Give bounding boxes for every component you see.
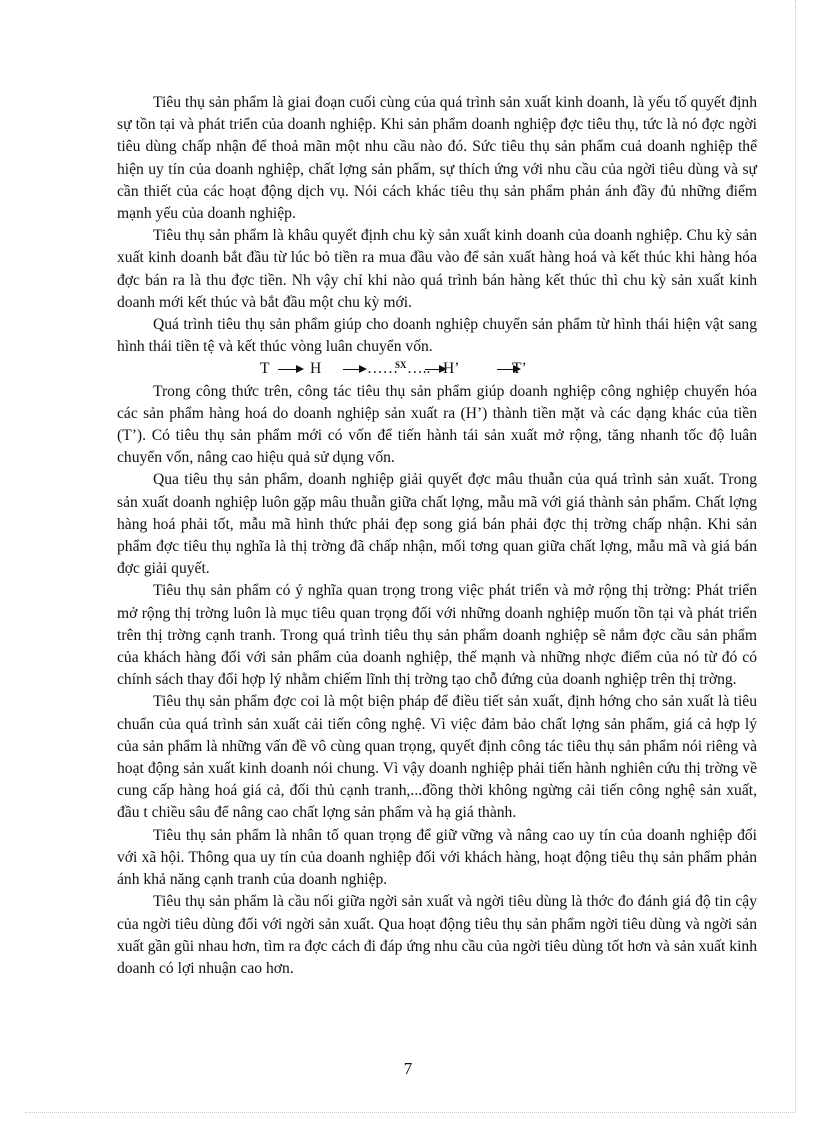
paragraph-8: Tiêu thụ sản phẩm là nhân tố quan trọng để giữ vững và nâng cao uy tín của doanh nghiệp đối với xã hội. Thông qua uy tín của doanh nghiệp đối với khách hàng, hoạt động tiêu thụ sản phẩm phản ánh khả năng cạnh tranh của doanh nghiệp. <box>117 826 757 889</box>
page-border-right <box>795 0 796 1112</box>
formula-h: H <box>310 360 322 378</box>
formula-dots-left: …… <box>367 360 399 378</box>
formula-dots-right: ….. <box>407 360 431 378</box>
formula-t-prime: T’ <box>512 360 527 378</box>
formula-t: T <box>260 360 270 378</box>
arrow-icon <box>425 369 445 370</box>
page-border-bottom <box>25 1112 795 1113</box>
body-text <box>117 92 757 980</box>
page-number: 7 <box>403 1059 413 1078</box>
capital-cycle-formula <box>117 358 757 380</box>
formula-h-prime: H’ <box>443 360 460 378</box>
paragraph-5: Qua tiêu thụ sản phẩm, doanh nghiệp giải quyết đợc mâu thuẫn của quá trình sản xuất. Trong sản xuất doanh nghiệp luôn gặp mâu thuẫn giữa chất lợng, mẫu mã với giá thành sản phẩm. Chất lợng hàng hoá phải tốt, mẫu mã hình thức phải đẹp song giá bán phải đợc thị trờng chấp nhận. Khi sản phẩm đợc tiêu thụ nghĩa là thị trờng đã chấp nhận, mối tơng quan giữa chất lợng, mẫu mã và giá bán đợc giải quyết. <box>117 471 757 578</box>
paragraph-9: Tiêu thụ sản phẩm là cầu nối giữa ngời sản xuất và ngời tiêu dùng là thớc đo đánh giá độ tin cậy của ngời tiêu dùng đối với ngời sản xuất. Qua hoạt động tiêu thụ sản phẩm ngời tiêu dùng và ngời sản xuất gần gũi nhau hơn, tìm ra đợc cách đi đáp ứng nhu cầu của ngời tiêu dùng tốt hơn và sản xuất kinh doanh có lợi nhuận cao hơn. <box>117 893 757 977</box>
paragraph-2: Tiêu thụ sản phẩm là khâu quyết định chu kỳ sản xuất kinh doanh của doanh nghiệp. Chu kỳ sản xuất kinh doanh bắt đầu từ lúc bỏ tiền ra mua đầu vào để sản xuất hàng hoá và kết thúc khi hàng hóa đợc bán ra là thu đợc tiền. Nh vậy chỉ khi nào quá trình bán hàng kết thúc thì chu kỳ sản xuất kinh doanh mới kết thúc và bắt đầu một chu kỳ mới. <box>117 227 757 311</box>
formula-sx: SX <box>395 360 407 371</box>
arrow-icon <box>278 369 302 370</box>
paragraph-3: Quá trình tiêu thụ sản phẩm giúp cho doanh nghiệp chuyển sản phẩm từ hình thái hiện vật sang hình thái tiền tệ và kết thúc vòng luân chuyển vốn. <box>117 316 757 356</box>
paragraph-6: Tiêu thụ sản phẩm có ý nghĩa quan trọng trong việc phát triển và mở rộng thị trờng: Phát triển mở rộng thị trờng luôn là mục tiêu quan trọng đối với những doanh nghiệp muốn tồn tại và phát triển trên thị trờng cạnh tranh. Trong quá trình tiêu thụ sản phẩm doanh nghiệp sẽ nắm đợc cầu sản phẩm của khách hàng đối với sản phẩm của doanh nghiệp, thế mạnh và những nhợc điểm của nó từ đó có chính sách thay đổi hợp lý nhằm chiếm lĩnh thị trờng tạo chỗ đứng của doanh nghiệp trên thị trờng. <box>117 582 757 689</box>
arrow-icon <box>343 369 365 370</box>
paragraph-7: Tiêu thụ sản phẩm đợc coi là một biện pháp để điều tiết sản xuất, định hớng cho sản xuất là tiêu chuẩn của quá trình sản xuất cải tiến công nghệ. Vì việc đảm bảo chất lợng sản phẩm, giá cả hợp lý của sản phẩm là những vấn đề vô cùng quan trọng, quyết định công tác tiêu thụ sản phẩm nói riêng và hoạt động sản xuất kinh doanh nói chung. Vì vậy doanh nghiệp phải tiến hành nghiên cứu thị trờng về cung cấp hàng hoá giá cả, đối thủ cạnh tranh,...đồng thời không ngừng cải tiến công nghệ sản xuất, đầu t chiều sâu để nâng cao chất lợng sản phẩm và hạ giá thành. <box>117 693 757 822</box>
paragraph-4: Trong công thức trên, công tác tiêu thụ sản phẩm giúp doanh nghiệp công nghiệp chuyển hóa các sản phẩm hàng hoá do doanh nghiệp sản xuất ra (H’) thành tiền mặt và các dạng khác của tiền (T’). Có tiêu thụ sản phẩm mới có vốn để tiến hành tái sản xuất mở rộng, tăng nhanh tốc độ luân chuyển vốn, nâng cao hiệu quả sử dụng vốn. <box>117 382 757 467</box>
paragraph-1: Tiêu thụ sản phẩm là giai đoạn cuối cùng của quá trình sản xuất kinh doanh, là yếu tố quyết định sự tồn tại và phát triển của doanh nghiệp. Khi sản phẩm doanh nghiệp đợc tiêu thụ, tức là nó đợc ngời tiêu dùng chấp nhận để thoả mãn một nhu cầu nào đó. Sức tiêu thụ sản phẩm cuả doanh nghiệp thể hiện uy tín của doanh nghiệp, chất lợng sản phẩm, sự thích ứng với nhu cầu của ngời tiêu dùng và sự cần thiết của các hoạt động dịch vụ. Nói cách khác tiêu thụ sản phẩm phản ánh đầy đủ những điểm mạnh yếu của doanh nghiệp. <box>117 94 757 223</box>
